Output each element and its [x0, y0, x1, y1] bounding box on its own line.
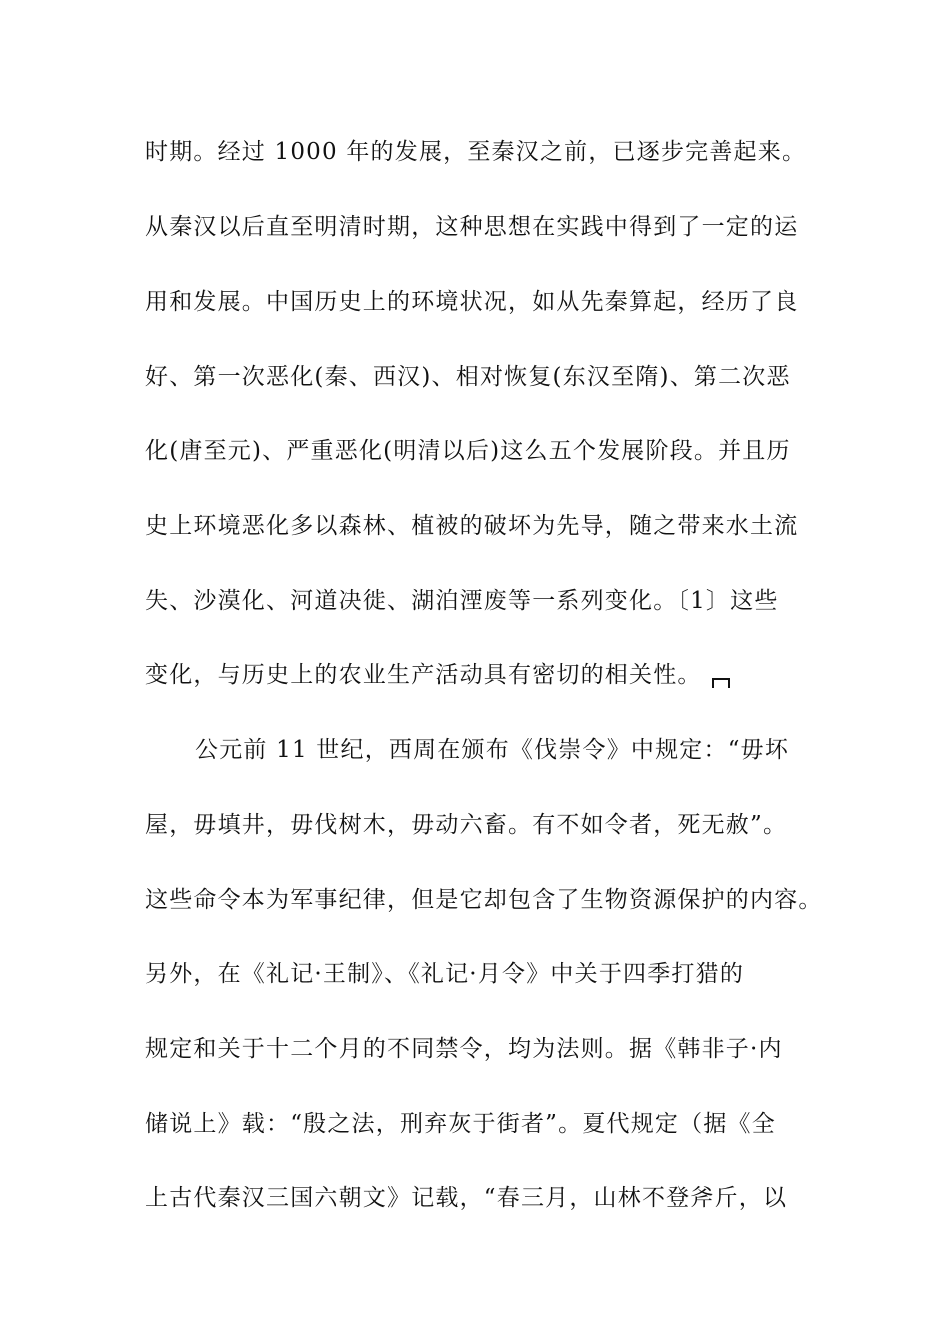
paragraph-line-last [145, 660, 730, 690]
paragraph-line: 这些命令本为军事纪律，但是它却包含了生物资源保护的内容。 [145, 887, 823, 913]
paragraph-line: 史上环境恶化多以森林、植被的破坏为先导，随之带来水土流 [145, 513, 799, 539]
paragraph-line: 好、第一次恶化(秦、西汉)、相对恢复(东汉至隋)、第二次恶 [145, 364, 791, 390]
paragraph-line: 储说上》载：“殷之法，刑弃灰于街者”。夏代规定（据《全 [145, 1111, 776, 1137]
paragraph-line: 规定和关于十二个月的不同禁令，均为法则。据《韩非子·内 [145, 1036, 783, 1062]
section-mark-icon [712, 678, 730, 688]
paragraph-line: 屋，毋填井，毋伐树木，毋动六畜。有不如令者，死无赦”。 [145, 812, 788, 838]
paragraph-line: 从秦汉以后直至明清时期，这种思想在实践中得到了一定的运 [145, 214, 799, 240]
paragraph-line: 用和发展。中国历史上的环境状况，如从先秦算起，经历了良 [145, 289, 799, 315]
paragraph-line: 失、沙漠化、河道决徙、湖泊湮废等一系列变化。〔1〕这些 [145, 588, 779, 614]
paragraph-line: 公元前 11 世纪，西周在颁布《伐崇令》中规定：“毋坏 [195, 737, 790, 763]
paragraph-line: 时期。经过 1000 年的发展，至秦汉之前，已逐步完善起来。 [145, 139, 807, 165]
paragraph-line-text: 变化，与历史上的农业生产活动具有密切的相关性。 [145, 662, 702, 688]
paragraph-line: 化(唐至元)、严重恶化(明清以后)这么五个发展阶段。并且历 [145, 438, 791, 464]
paragraph-line: 另外，在《礼记·王制》、《礼记·月令》中关于四季打猎的 [145, 961, 745, 987]
paragraph-line: 上古代秦汉三国六朝文》记载，“春三月，山林不登斧斤，以 [145, 1185, 788, 1211]
